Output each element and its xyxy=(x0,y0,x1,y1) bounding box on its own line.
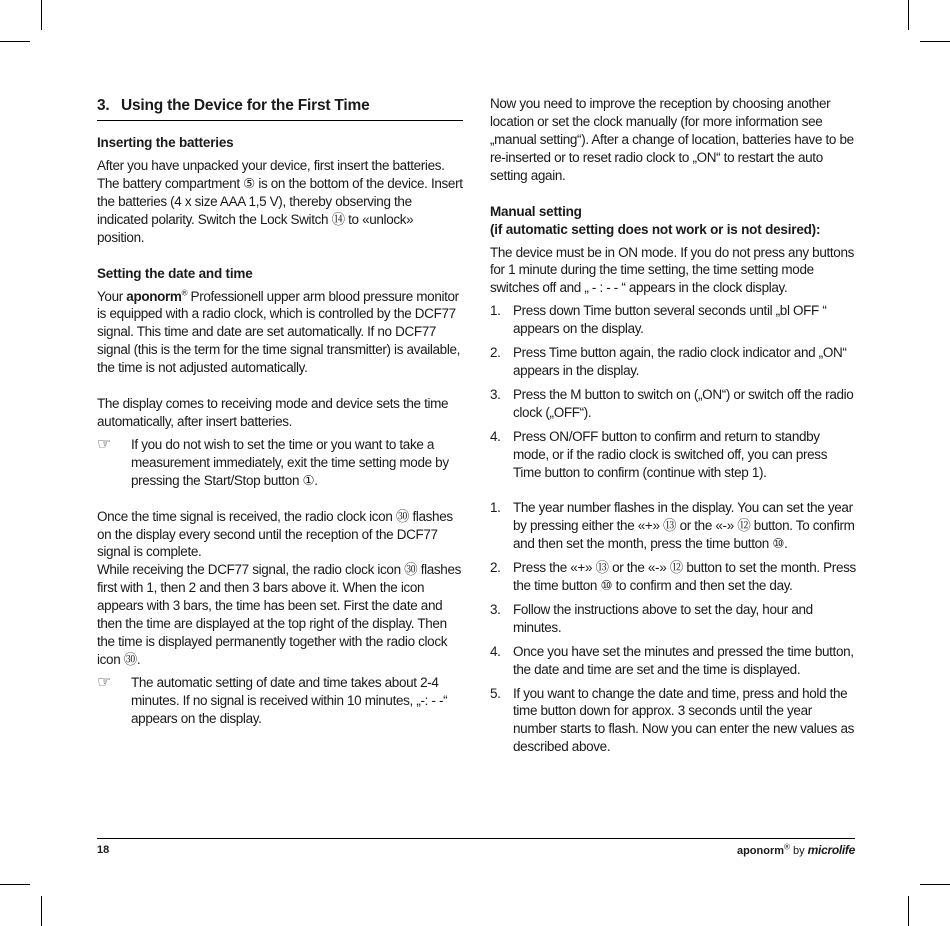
list-item-text: Press the «+» ⑬ or the «-» ⑫ button to set the month. Press the time button ⑩ to confirm and then set the day. xyxy=(513,560,856,594)
manual-time-steps xyxy=(490,499,858,756)
list-item xyxy=(490,499,858,553)
note-automatic-setting xyxy=(97,674,463,728)
reception-text: Now you need to improve the reception by choosing another location or set the clock manually (for more information see „manual setting“). After a change of location, batteries have to be re-inserted or to reset radio clock to „ON“ to restart the auto setting again. xyxy=(490,96,854,183)
manual-setting-heading: Manual setting xyxy=(490,203,582,219)
registered-mark: ® xyxy=(181,288,188,298)
list-item-number: 1. xyxy=(490,500,501,516)
list-item xyxy=(490,386,858,422)
manual-setting-intro: The device must be in ON mode. If you do not press any buttons for 1 minute during the time setting, the time setting mode switches off and „ - : - - “ appears in the clock display. xyxy=(490,244,855,296)
list-item-text: Press down Time button several seconds until „bl OFF “ appears on the display. xyxy=(513,303,827,337)
crop-mark xyxy=(920,41,950,42)
intro-prefix: Your xyxy=(97,288,127,304)
list-item-number: 1. xyxy=(490,303,501,319)
crop-mark xyxy=(908,896,909,926)
pointing-hand-icon: ☞ xyxy=(97,673,112,691)
datetime-heading: Setting the date and time xyxy=(97,265,253,281)
footer-brand xyxy=(737,843,855,857)
list-item xyxy=(490,344,858,380)
signal-received-text: Once the time signal is received, the radio clock icon ㉚ flashes on the display every second until the reception of the DCF77 signal is complete. xyxy=(97,508,453,560)
list-item xyxy=(490,302,858,338)
crop-mark xyxy=(41,896,42,926)
microlife-logo: microlife xyxy=(807,843,855,857)
list-item-text: Press the M button to switch on („ON“) or switch off the radio clock („OFF“). xyxy=(513,386,854,420)
list-item xyxy=(490,643,858,679)
pointing-hand-icon: ☞ xyxy=(97,435,112,453)
list-item-number: 3. xyxy=(490,601,501,617)
list-item xyxy=(490,428,858,482)
list-item-text: Once you have set the minutes and pressed the time button, the date and time are set and the time is displayed. xyxy=(513,643,854,677)
crop-mark xyxy=(920,884,950,885)
receiving-mode-text: The display comes to receiving mode and device sets the time automatically, after insert batteries. xyxy=(97,396,449,429)
crop-mark xyxy=(908,0,909,30)
chapter-number: 3. xyxy=(97,97,110,114)
list-item xyxy=(490,559,858,595)
crop-mark xyxy=(41,0,42,30)
chapter-title xyxy=(97,97,463,121)
manual-setting-subheading: (if automatic setting does not work or is not desired): xyxy=(490,221,821,237)
footer-rule xyxy=(97,838,855,839)
note-text: The automatic setting of date and time takes about 2-4 minutes. If no signal is received within 10 minutes, „-: - -“ appears on the display. xyxy=(131,674,448,726)
list-item-number: 5. xyxy=(490,685,501,701)
radio-clock-steps xyxy=(490,302,858,481)
note-skip-time-setting xyxy=(97,436,463,490)
left-column xyxy=(97,95,463,727)
list-item-text: Follow the instructions above to set the day, hour and minutes. xyxy=(513,601,813,635)
page-number: 18 xyxy=(97,844,110,856)
datetime-intro xyxy=(97,288,463,378)
list-item-number: 2. xyxy=(490,560,501,576)
list-item-text: If you want to change the date and time, press and hold the time button down for approx. 3 seconds until the year number starts to flash. Now you can enter the new values as described above. xyxy=(513,685,855,755)
right-column xyxy=(490,95,858,762)
footer-registered-mark: ® xyxy=(784,842,790,852)
batteries-heading: Inserting the batteries xyxy=(97,135,234,150)
batteries-text: After you have unpacked your device, first insert the batteries. The battery compartment ⑤ is on the bottom of the device. Insert the batteries (4 x size AAA 1,5 V), thereby observing the indicated polarity. Switch the Lock Switch ⑭ to «unlock» position. xyxy=(97,158,463,245)
list-item xyxy=(490,685,858,757)
list-item-number: 4. xyxy=(490,428,501,444)
chapter-title-text: Using the Device for the First Time xyxy=(121,97,370,114)
footer-brand-name: aponorm xyxy=(736,845,785,857)
list-item-text: The year number flashes in the display. You can set the year by pressing either the «+» ⑬ or the «-» ⑫ button. To confirm and then set the month, press the time button ⑩. xyxy=(513,500,855,552)
list-item-text: Press ON/OFF button to confirm and return to standby mode, or if the radio clock is switched off, you can press Time button to confirm (continue with step 1). xyxy=(513,428,828,480)
brand-name: aponorm xyxy=(126,288,182,304)
list-item-text: Press Time button again, the radio clock indicator and „ON“ appears in the display. xyxy=(513,345,847,378)
list-item-number: 3. xyxy=(490,386,501,402)
receiving-signal-text: While receiving the DCF77 signal, the radio clock icon ㉚ flashes first with 1, then 2 and then 3 bars above it. When the icon appears with 3 bars, the time has been set. First the date and then the time are displayed at the top right of the display. Then the time is displayed permanently together with the radio clock icon ㉚. xyxy=(97,562,462,667)
crop-mark xyxy=(0,884,30,885)
list-item-number: 2. xyxy=(490,345,501,361)
footer-by: by xyxy=(792,845,805,857)
crop-mark xyxy=(0,41,30,42)
list-item-number: 4. xyxy=(490,643,501,659)
list-item xyxy=(490,601,858,637)
note-text: If you do not wish to set the time or you want to take a measurement immediately, exit the time setting mode by pressing the Start/Stop button ①. xyxy=(131,436,449,488)
intro-rest: Professionell upper arm blood pressure monitor is equipped with a radio clock, which is controlled by the DCF77 signal. This time and date are set automatically. If no DCF77 signal (this is the term for the time signal transmitter) is available, the time is not adjusted automatically. xyxy=(97,288,461,376)
